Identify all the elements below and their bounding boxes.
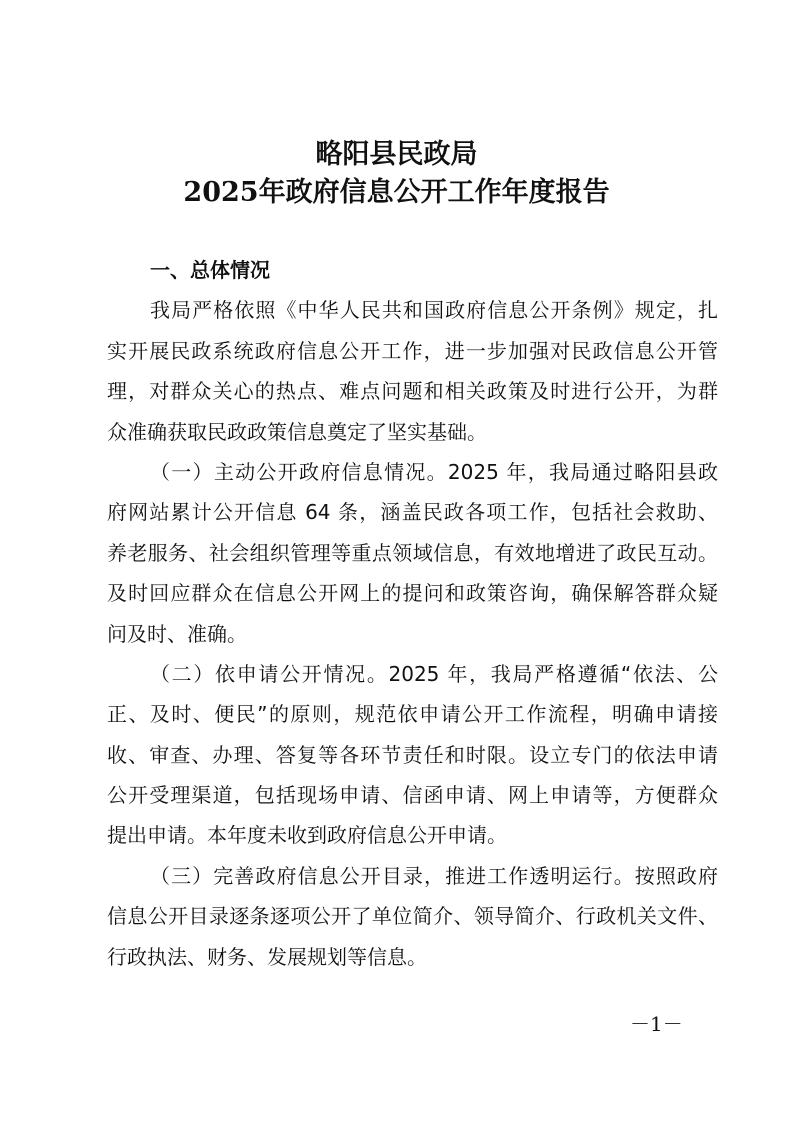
paragraph-1-line: 实开展民政系统政府信息公开工作，进一步加强对民政信息公开管 — [107, 338, 718, 363]
paragraph-2-line: 及时回应群众在信息公开网上的提问和政策咨询，确保解答群众疑 — [107, 581, 718, 606]
paragraph-3-line: 公开受理渠道，包括现场申请、信函申请、网上申请等，方便群众 — [107, 783, 718, 808]
paragraph-3-line: 正、及时、便民”的原则，规范依申请公开工作流程，明确申请接 — [107, 702, 718, 727]
paragraph-2-line: 问及时、准确。 — [107, 621, 247, 646]
paragraph-1-line: 理，对群众关心的热点、难点问题和相关政策及时进行公开，为群 — [107, 379, 718, 404]
paragraph-3-line: 提出申请。本年度未收到政府信息公开申请。 — [107, 823, 507, 848]
paragraph-4-line: 行政执法、财务、发展规划等信息。 — [107, 944, 427, 969]
paragraph-2-line: 府网站累计公开信息 64 条，涵盖民政各项工作，包括社会救助、 — [107, 500, 718, 525]
paragraph-1-line: 众准确获取民政政策信息奠定了坚实基础。 — [107, 419, 487, 444]
document-title-line1: 略阳县民政局 — [315, 139, 478, 170]
section-heading: 一、总体情况 — [150, 258, 270, 282]
paragraph-2-line: （一）主动公开政府信息情况。2025 年，我局通过略阳县政 — [150, 459, 718, 484]
paragraph-3-line: （二）依申请公开情况。2025 年，我局严格遵循“依法、公 — [150, 661, 718, 686]
paragraph-4-line: 信息公开目录逐条逐项公开了单位简介、领导简介、行政机关文件、 — [107, 904, 718, 929]
paragraph-1-line: 我局严格依照《中华人民共和国政府信息公开条例》规定，扎 — [150, 298, 718, 323]
document-body — [107, 250, 718, 977]
page-number: －1－ — [630, 1012, 683, 1036]
paragraph-4-line: （三）完善政府信息公开目录，推进工作透明运行。按照政府 — [150, 863, 718, 888]
paragraph-2-line: 养老服务、社会组织管理等重点领域信息，有效地增进了政民互动。 — [107, 540, 718, 565]
paragraph-3-line: 收、审查、办理、答复等各环节责任和时限。设立专门的依法申请 — [107, 742, 718, 767]
document-title-line2: 2025年政府信息公开工作年度报告 — [183, 177, 610, 208]
